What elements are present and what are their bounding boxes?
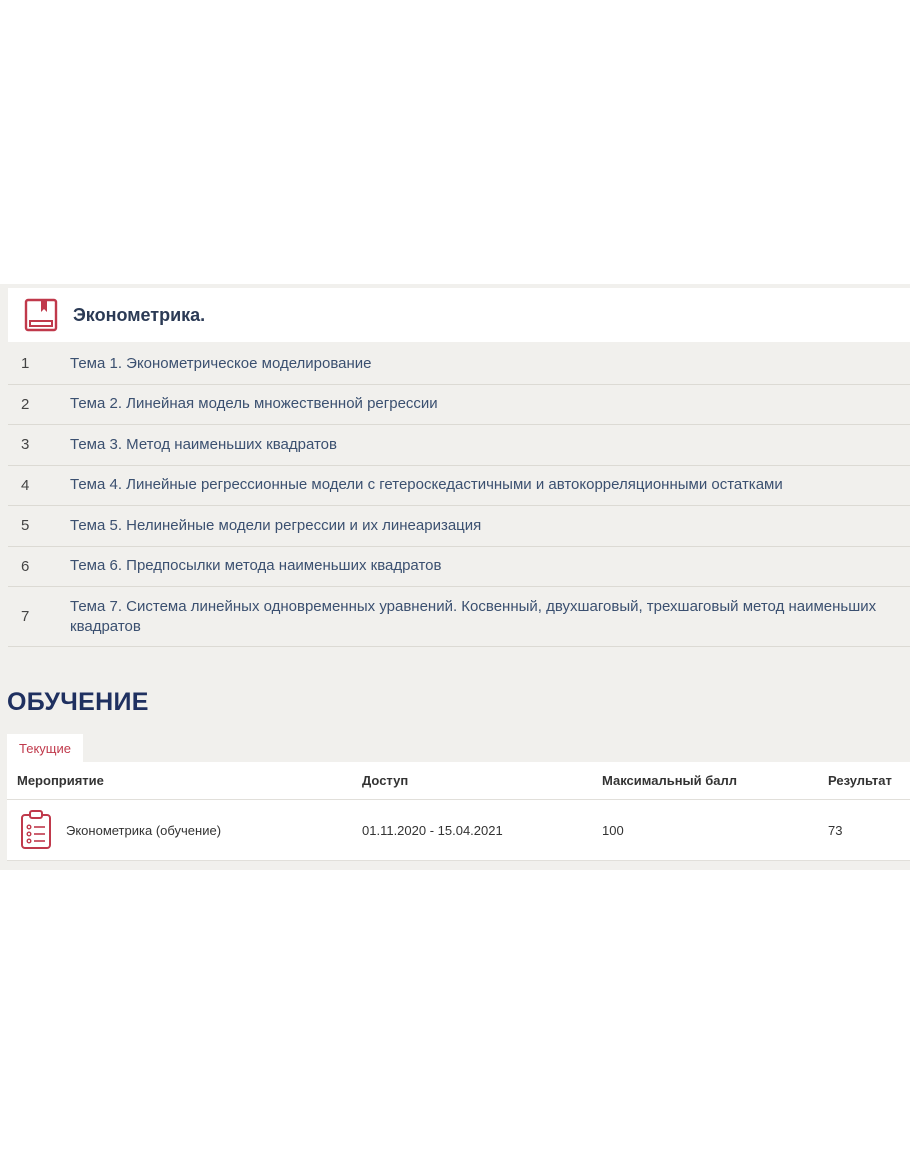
topic-number: 2 <box>21 395 30 413</box>
column-header-result: Результат <box>828 773 892 788</box>
course-panel <box>0 284 910 870</box>
section-heading: ОБУЧЕНИЕ <box>7 688 149 716</box>
topic-row[interactable] <box>8 344 910 385</box>
tab-current[interactable]: Текущие <box>7 734 83 762</box>
topic-row[interactable] <box>8 506 910 547</box>
topic-link[interactable]: Тема 1. Эконометрическое моделирование <box>70 354 372 372</box>
column-header-access: Доступ <box>362 773 409 788</box>
topic-row[interactable] <box>8 587 910 647</box>
course-title: Эконометрика. <box>73 304 206 325</box>
event-link[interactable]: Эконометрика (обучение) <box>66 822 222 838</box>
topic-link[interactable]: Тема 7. Система линейных одновременных уравнений. Косвенный, двухшаговый, трехшаговый метод наименьших квадратов <box>70 597 877 635</box>
topic-link[interactable]: Тема 2. Линейная модель множественной регрессии <box>70 395 438 413</box>
clipboard-icon <box>20 810 52 850</box>
table-row[interactable] <box>7 800 910 861</box>
topic-number: 7 <box>21 608 30 625</box>
topic-number: 6 <box>21 557 30 575</box>
topic-link[interactable]: Тема 3. Метод наименьших квадратов <box>70 435 337 453</box>
table-header <box>7 762 910 800</box>
column-header-event: Мероприятие <box>17 773 104 788</box>
topic-list <box>8 344 910 647</box>
course-header <box>8 288 910 342</box>
event-cell <box>7 810 362 850</box>
max-score-cell: 100 <box>602 822 624 838</box>
topic-link[interactable]: Тема 6. Предпосылки метода наименьших квадратов <box>70 557 442 575</box>
book-icon <box>24 298 58 332</box>
topic-row[interactable] <box>8 466 910 507</box>
topic-number: 5 <box>21 517 30 535</box>
learning-table <box>7 762 910 861</box>
topic-link[interactable]: Тема 5. Нелинейные модели регрессии и их линеаризация <box>70 516 482 534</box>
topic-number: 1 <box>21 355 30 373</box>
access-cell: 01.11.2020 - 15.04.2021 <box>362 822 503 838</box>
topic-row[interactable] <box>8 547 910 588</box>
topic-number: 4 <box>21 476 30 494</box>
column-header-max-score: Максимальный балл <box>602 773 738 788</box>
topic-row[interactable] <box>8 385 910 426</box>
topic-number: 3 <box>21 436 30 454</box>
topic-link[interactable]: Тема 4. Линейные регрессионные модели с гетероскедастичными и автокорреляционными остатками <box>70 476 783 494</box>
result-cell: 73 <box>828 822 843 838</box>
topic-row[interactable] <box>8 425 910 466</box>
